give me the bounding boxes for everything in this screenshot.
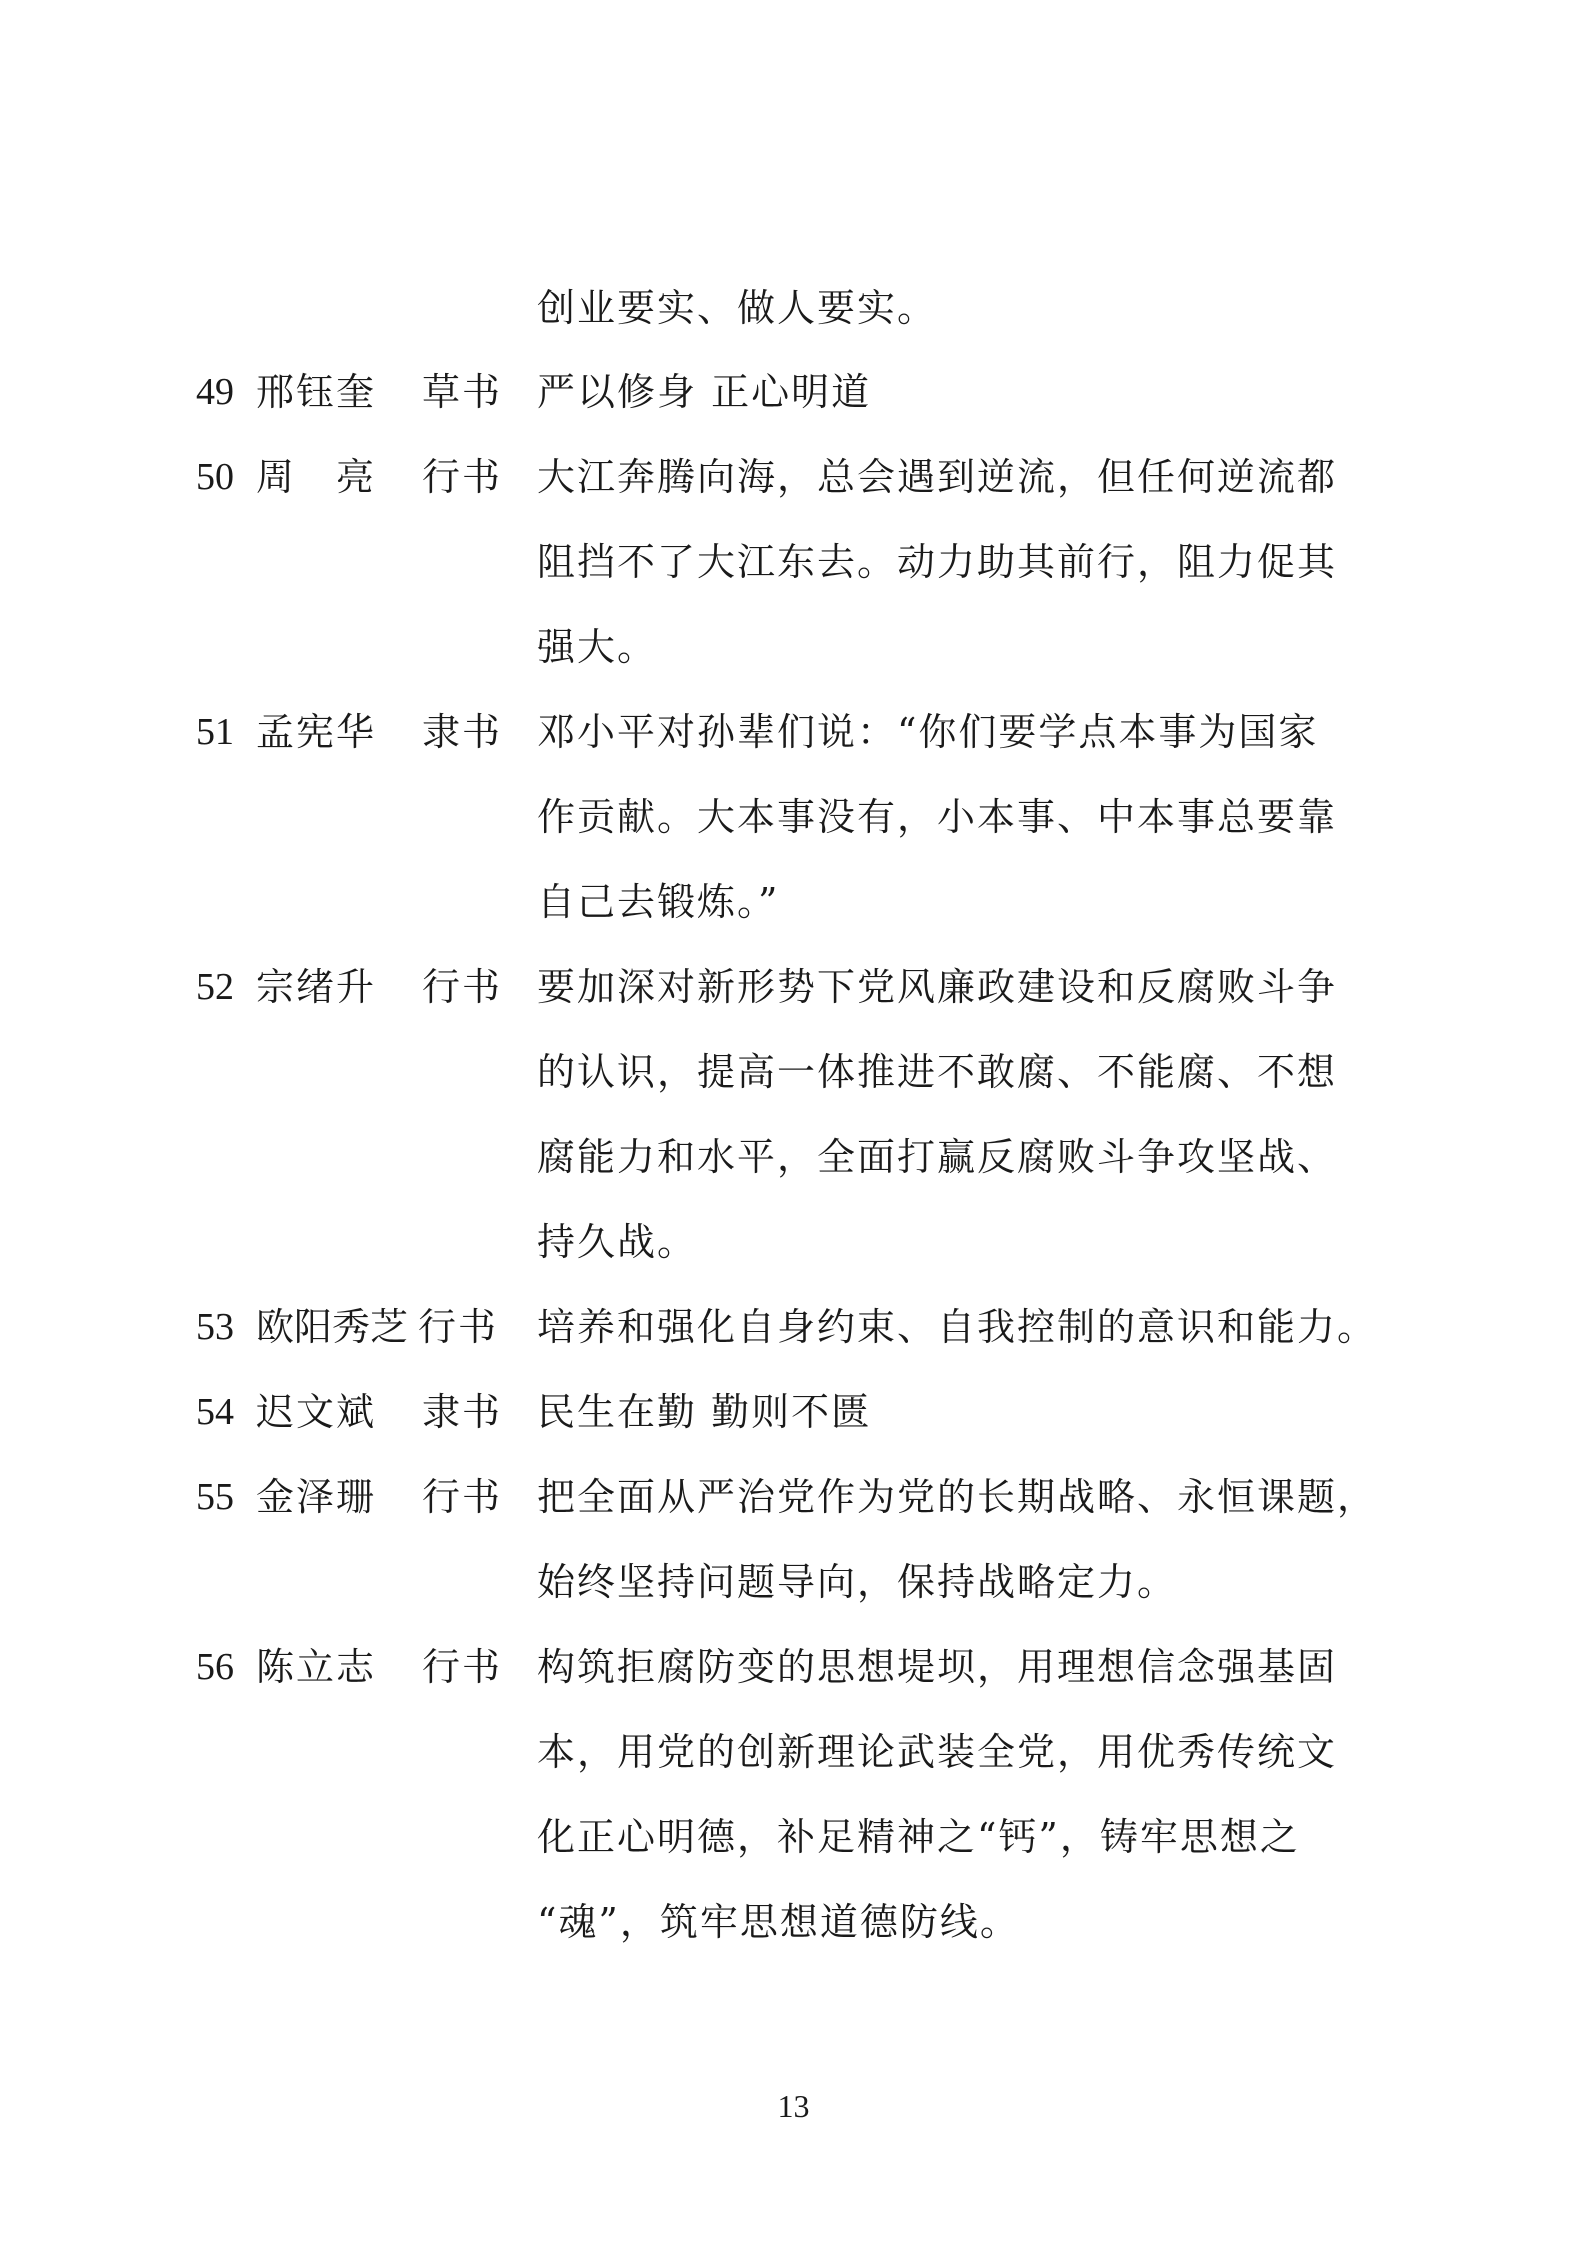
entry-number: 50 (196, 456, 234, 498)
entry-text-line: “魂”，筑牢思想道德防线。 (537, 1900, 1020, 1944)
entry-author: 邢钰奎 (256, 370, 377, 414)
entry-text-line: 严以修身 正心明道 (537, 370, 872, 414)
entry-text-line: 腐能力和水平，全面打赢反腐败斗争攻坚战、 (537, 1135, 1338, 1179)
entry-text-line: 大江奔腾向海，总会遇到逆流，但任何逆流都 (537, 455, 1338, 499)
entry-text-line: 构筑拒腐防变的思想堤坝，用理想信念强基固 (537, 1645, 1338, 1689)
entry-author: 欧阳秀芝 (256, 1305, 409, 1349)
entry-text-line: 的认识，提高一体推进不敢腐、不能腐、不想 (537, 1050, 1338, 1094)
entry-text-line: 民生在勤 勤则不匮 (537, 1390, 872, 1434)
entry-author: 迟文斌 (256, 1390, 377, 1434)
entry-style: 隶书 (422, 1390, 503, 1434)
entry-text-line: 始终坚持问题导向，保持战略定力。 (537, 1560, 1178, 1604)
entry-number: 55 (196, 1476, 234, 1518)
entry-text-line: 持久战。 (537, 1220, 698, 1264)
entry-author: 周 亮 (256, 455, 377, 499)
entry-text-line: 要加深对新形势下党风廉政建设和反腐败斗争 (537, 965, 1338, 1009)
entry-number: 56 (196, 1646, 234, 1688)
entry-style: 行书 (422, 455, 503, 499)
entry-author: 金泽珊 (256, 1475, 377, 1519)
entry-author: 孟宪华 (256, 710, 377, 754)
continuation-line: 创业要实、做人要实。 (537, 286, 938, 330)
entry-text-line: 强大。 (537, 625, 658, 669)
entry-text-line: 培养和强化自身约束、自我控制的意识和能力。 (537, 1305, 1378, 1349)
entry-style: 行书 (418, 1305, 499, 1349)
entry-text-line: 把全面从严治党作为党的长期战略、永恒课题， (537, 1475, 1378, 1519)
entry-style: 行书 (422, 1475, 503, 1519)
entry-number: 51 (196, 711, 234, 753)
page-number: 13 (777, 2088, 810, 2124)
entry-text-line: 邓小平对孙辈们说：“你们要学点本事为国家 (537, 710, 1319, 754)
entry-style: 行书 (422, 965, 503, 1009)
entry-style: 行书 (422, 1645, 503, 1689)
entry-text-line: 作贡献。大本事没有，小本事、中本事总要靠 (537, 795, 1338, 839)
entry-number: 52 (196, 966, 234, 1008)
entry-number: 54 (196, 1391, 234, 1433)
entry-number: 53 (196, 1306, 234, 1348)
entry-text-line: 化正心明德，补足精神之“钙”，铸牢思想之 (537, 1815, 1300, 1859)
entry-text-line: 本，用党的创新理论武装全党，用优秀传统文 (537, 1730, 1338, 1774)
entry-style: 隶书 (422, 710, 503, 754)
entry-number: 49 (196, 371, 234, 413)
entry-author: 宗绪升 (256, 965, 377, 1009)
entry-author: 陈立志 (256, 1645, 377, 1689)
entry-text-line: 阻挡不了大江东去。动力助其前行，阻力促其 (537, 540, 1338, 584)
entry-style: 草书 (422, 370, 503, 414)
entry-text-line: 自己去锻炼。” (537, 880, 780, 924)
